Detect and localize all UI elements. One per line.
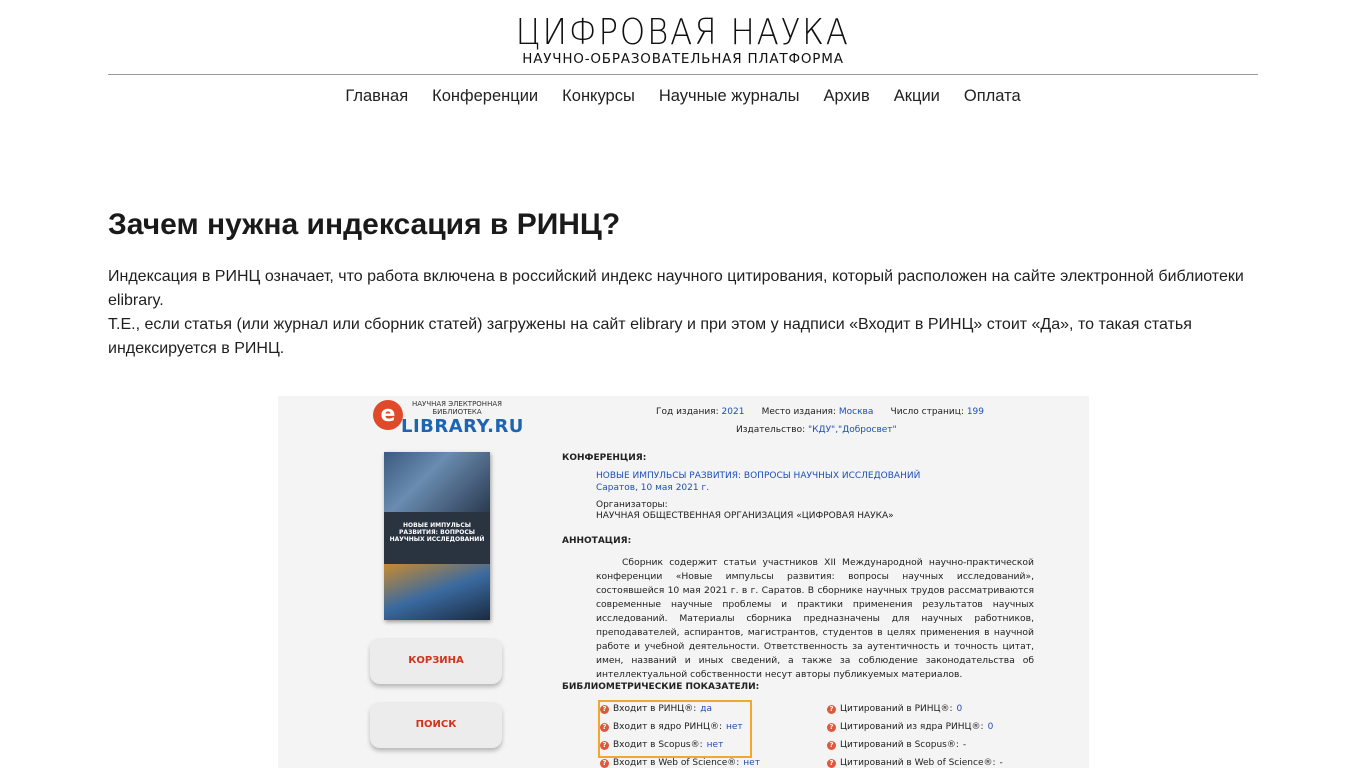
conference-place: Саратов, 10 мая 2021 г. [596, 483, 710, 493]
question-icon[interactable]: ? [827, 759, 836, 768]
nav-item-contests[interactable]: Конкурсы [562, 87, 635, 105]
page-title: Зачем нужна индексация в РИНЦ? [108, 208, 621, 241]
site-logo[interactable] [0, 14, 1366, 67]
organizers-value: НАУЧНАЯ ОБЩЕСТВЕННАЯ ОРГАНИЗАЦИЯ «ЦИФРОВАЯ НАУКА» [596, 511, 894, 521]
question-icon[interactable]: ? [600, 723, 609, 732]
elibrary-logo-top: НАУЧНАЯ ЭЛЕКТРОННАЯ БИБЛИОТЕКА [412, 400, 502, 416]
header-divider [108, 74, 1258, 75]
main-nav [0, 86, 1366, 106]
annotation-label: АННОТАЦИЯ: [562, 536, 632, 546]
elibrary-e-icon: e [373, 400, 403, 430]
nav-item-archive[interactable]: Архив [823, 87, 870, 105]
elibrary-logo-main: LIBRARY.RU [401, 416, 524, 437]
question-icon[interactable]: ? [827, 705, 836, 714]
metric-citations-rinc: ? Цитирований в РИНЦ®: 0 [827, 704, 962, 715]
nav-item-payment[interactable]: Оплата [963, 87, 1021, 105]
cart-button[interactable]: КОРЗИНА [370, 638, 502, 684]
logo-title: ЦИФРОВАЯ НАУКА [515, 12, 851, 53]
metric-wos: ? Входит в Web of Science®: нет [600, 758, 760, 768]
article-paragraph-2: Т.Е., если статья (или журнал или сборник статей) загружены на сайт elibrary и при этом у надписи «Входит в РИНЦ» стоит «Да», то такая статья индексируется в РИНЦ. [108, 316, 1192, 357]
question-icon[interactable]: ? [600, 741, 609, 750]
metric-citations-wos: ? Цитирований в Web of Science®: - [827, 758, 1003, 768]
question-icon[interactable]: ? [827, 741, 836, 750]
organizers-label: Организаторы: [596, 500, 668, 510]
book-cover-title: НОВЫЕ ИМПУЛЬСЫ РАЗВИТИЯ: ВОПРОСЫ НАУЧНЫХ ИССЛЕДОВАНИЙ [389, 522, 485, 543]
nav-item-journals[interactable]: Научные журналы [658, 87, 800, 105]
article-body [108, 265, 1258, 361]
conference-label: КОНФЕРЕНЦИЯ: [562, 453, 647, 463]
question-icon[interactable]: ? [827, 723, 836, 732]
metric-rinc: ? Входит в РИНЦ®: да [600, 704, 712, 715]
publication-info: Год издания: 2021 Место издания: Москва Число страниц: 199 [656, 407, 985, 417]
metric-citations-scopus: ? Цитирований в Scopus®: - [827, 740, 966, 751]
publisher-info: Издательство: "КДУ","Добросвет" [736, 425, 897, 435]
question-icon[interactable]: ? [600, 759, 609, 768]
search-button[interactable]: ПОИСК [370, 702, 502, 748]
elibrary-screenshot [278, 396, 1089, 768]
nav-item-promotions[interactable]: Акции [893, 87, 940, 105]
metric-scopus: ? Входит в Scopus®: нет [600, 740, 723, 751]
book-cover [384, 452, 490, 620]
annotation-text: Сборник содержит статьи участников XII Международной научно-практической конференции «Новые импульсы развития: вопросы научных исследований», состоявшейся 10 мая 2021 г. в г. Саратов. В сборнике научных трудов рассматриваются современные научные проблемы и практики применения результатов научных исследований. Материалы сборника предназначены для научных работников, преподавателей, аспирантов, магистрантов, студентов в целях применения в научной работе и учебной деятельности. Ответственность за аутентичность и точность цитат, имен, названий и иных сведений, а также за соблюдение законодательства об интеллектуальной собственности несут авторы публикуемых материалов. [596, 557, 1034, 680]
bibliometric-label: БИБЛИОМЕТРИЧЕСКИЕ ПОКАЗАТЕЛИ: [562, 682, 760, 692]
question-icon[interactable]: ? [600, 705, 609, 714]
nav-item-conferences[interactable]: Конференции [432, 87, 539, 105]
metric-citations-rinc-core: ? Цитирований из ядра РИНЦ®: 0 [827, 722, 993, 733]
article-paragraph-1: Индексация в РИНЦ означает, что работа включена в российский индекс научного цитирования, который расположен на сайте электронной библиотеки elibrary. [108, 268, 1244, 309]
metric-rinc-core: ? Входит в ядро РИНЦ®: нет [600, 722, 743, 733]
logo-subtitle: НАУЧНО-ОБРАЗОВАТЕЛЬНАЯ ПЛАТФОРМА [522, 51, 844, 67]
nav-item-home[interactable]: Главная [345, 87, 409, 105]
conference-name[interactable]: НОВЫЕ ИМПУЛЬСЫ РАЗВИТИЯ: ВОПРОСЫ НАУЧНЫХ ИССЛЕДОВАНИЙ [596, 471, 921, 481]
